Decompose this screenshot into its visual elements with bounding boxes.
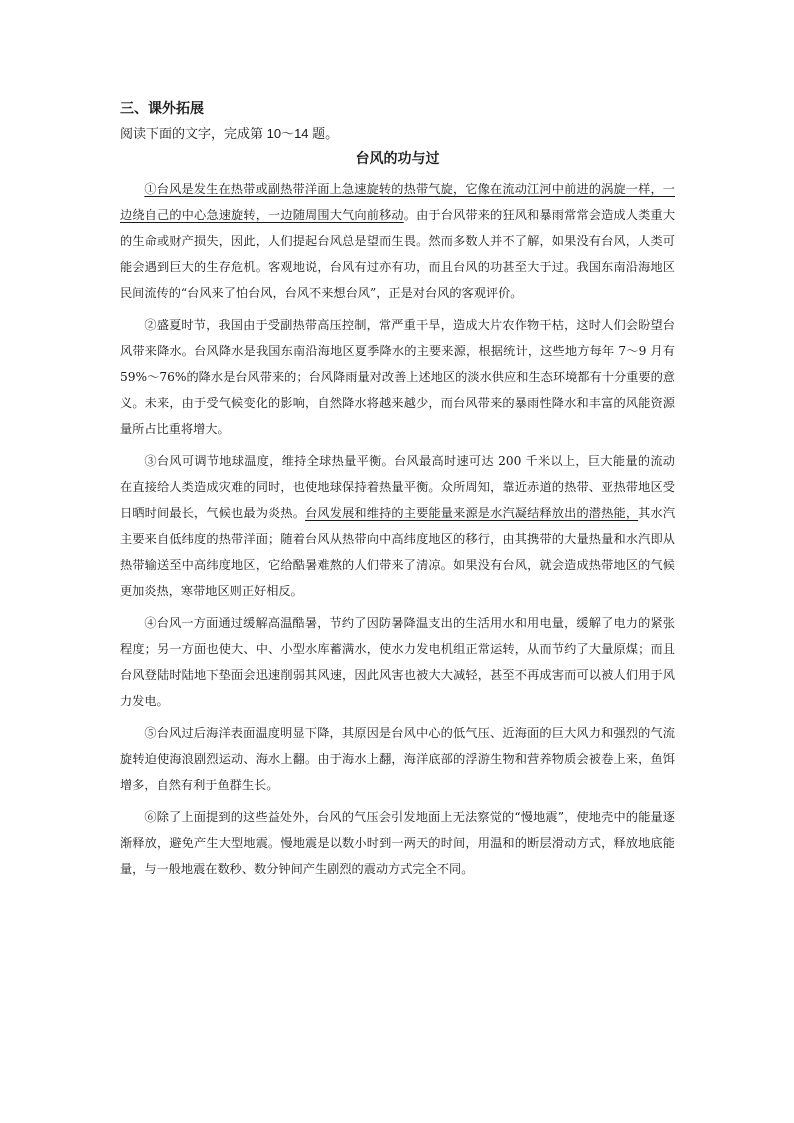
article-title: 台风的功与过 (355, 150, 440, 166)
underlined-sentence: 台风发展和维持的主要能量来源是水汽凝结释放出的潜热能， (305, 506, 639, 520)
paragraph-text: 其水汽主要来自低纬度的热带洋面；随着台风从热带向中高纬度地区的移行，由其携带的大量热量和水汽即从热带输送至中高纬度地区，它给酷暑难熬的人们带来了清凉。如果没有台风，就会造成热带地区的气候更加炎热，寒带地区则正好相反。 (120, 506, 676, 598)
paragraph-4: ④台风一方面通过缓解高温酷暑，节约了因防暑降温支出的生活用水和用电量，缓解了电力的紧张程度；另一方面也使大、中、小型水库蓄满水，使水力发电机组正常运转，从而节约了大量原煤；而且台风登陆时陆地下垫面会迅速削弱其风速，因此风害也被大大减轻，甚至不再成害而可以被人们用于风力发电。 (120, 616, 675, 708)
paragraph-1 (120, 176, 675, 306)
paragraph-3 (120, 448, 675, 604)
document-content (120, 98, 675, 888)
paragraph-6: ⑥除了上面提到的这些益处外，台风的气压会引发地面上无法察觉的“慢地震”，使地壳中的能量逐渐释放，避免产生大型地震。慢地震是以数小时到一两天的时间，用温和的断层滑动方式，释放地底能量，与一般地震在数秒、数分钟间产生剧烈的震动方式完全不同。 (120, 810, 675, 876)
paragraph-text: 。由于台风带来的狂风和暴雨常常会造成人类重大的生命或财产损失，因此，人们提起台风总是望而生畏。然而多数人并不了解，如果没有台风，人类可能会遇到巨大的生存危机。客观地说，台风有过亦有功，而且台风的功甚至大于过。我国东南沿海地区民间流传的“台风来了怕台风，台风不来想台风”，正是对台风的客观评价。 (120, 208, 676, 300)
paragraph-text: ③台风可调节地球温度，维持全球热量平衡。台风最高时速可达 200 千米以上，巨大能量的流动在直接给人类造成灾难的同时，也使地球保持着热量平衡。众所周知，靠近赤道的热带、亚热带地区受日晒时间最长，气候也最为炎热。 (120, 454, 675, 520)
paragraph-2: ②盛夏时节，我国由于受副热带高压控制，常严重干旱，造成大片农作物干枯，这时人们会盼望台风带来降水。台风降水是我国东南沿海地区夏季降水的主要来源，根据统计，这些地方每年 7～9 月有 59%～76%的降水是台风带来的；台风降雨量对改善上述地区的淡水供应和生态环境都有十分重要的意义。未来，由于受气候变化的影响，自然降水将越来越少，而台风带来的暴雨性降水和丰富的风能资源量所占比重将增大。 (120, 318, 675, 436)
underlined-sentence: ①台风是发生在热带或副热带洋面上急速旋转的热带气旋，它像在流动江河中前进的涡旋一样，一边绕自己的中心急速旋转，一边随周围大气向前移动 (120, 182, 675, 222)
reading-instruction: 阅读下面的文字，完成第 10～14 题。 (120, 126, 339, 141)
section-heading: 三、课外拓展 (120, 100, 204, 116)
paragraph-5: ⑤台风过后海洋表面温度明显下降，其原因是台风中心的低气压、近海面的巨大风力和强烈的气流旋转迫使海浪剧烈运动、海水上翻。由于海水上翻，海洋底部的浮游生物和营养物质会被卷上来，鱼饵增多，自然有利于鱼群生长。 (120, 726, 675, 792)
